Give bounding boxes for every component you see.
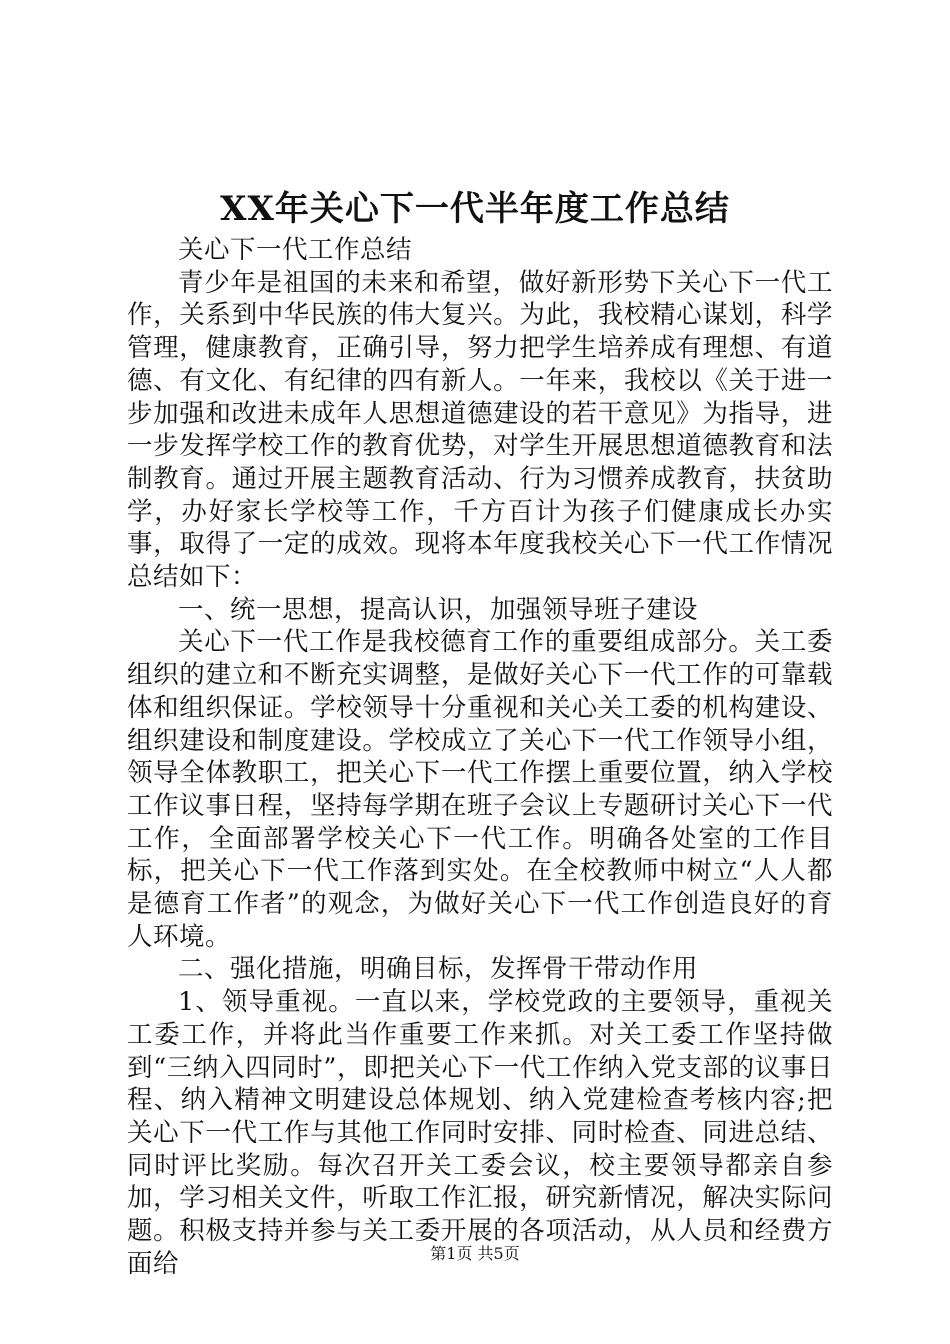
paragraph-section-2-item-1: 1、领导重视。一直以来，学校党政的主要领导，重视关工委工作，并将此当作重要工作来抓。对关工委工作坚持做到“三纳入四同时”，即把关心下一代工作纳入党支部的议事日程、纳入精神文明建设总体规划、纳入党建检查考核内容;把关心下一代工作与其他工作同时安排、同时检查、同进总结、同时评比奖励。每次召开关工委会议，校主要领导都亲自参加，学习相关文件，听取工作汇报，研究新情况，解决实际问题。积极支持并参与关工委开展的各项活动，从人员和经费方面给 (127, 987, 833, 1279)
page-footer: 第1页 共5页 (430, 1244, 520, 1263)
section-heading-1: 一、统一思想，提高认识，加强领导班子建设 (178, 594, 699, 625)
paragraph-section-1: 关心下一代工作是我校德育工作的重要组成部分。关工委组织的建立和不断充实调整，是做好关心下一代工作的可靠载体和组织保证。学校领导十分重视和关心关工委的机构建设、组织建设和制度建设。学校成立了关心下一代工作领导小组，领导全体教职工，把关心下一代工作摆上重要位置，纳入学校工作议事日程，坚持每学期在班子会议上专题研讨关心下一代工作，全面部署学校关心下一代工作。明确各处室的工作目标，把关心下一代工作落到实处。在全校教师中树立“人人都是德育工作者”的观念，为做好关心下一代工作创造良好的育人环境。 (127, 627, 833, 952)
paragraph-subtitle: 关心下一代工作总结 (178, 235, 413, 265)
document-title: XX年关心下一代半年度工作总结 (220, 189, 730, 229)
document-body (127, 234, 833, 1281)
paragraph-intro: 青少年是祖国的未来和希望，做好新形势下关心下一代工作，关系到中华民族的伟大复兴。为此，我校精心谋划，科学管理，健康教育，正确引导，努力把学生培养成有理想、有道德、有文化、有纪律的四有新人。一年来，我校以《关于进一步加强和改进未成年人思想道德建设的若干意见》为指导，进一步发挥学校工作的教育优势，对学生开展思想道德教育和法制教育。通过开展主题教育活动、行为习惯养成教育，扶贫助学，办好家长学校等工作，千方百计为孩子们健康成长办实事，取得了一定的成效。现将本年度我校关心下一代工作情况总结如下： (127, 267, 833, 593)
section-heading-2: 二、强化措施，明确目标，发挥骨干带动作用 (178, 954, 699, 985)
